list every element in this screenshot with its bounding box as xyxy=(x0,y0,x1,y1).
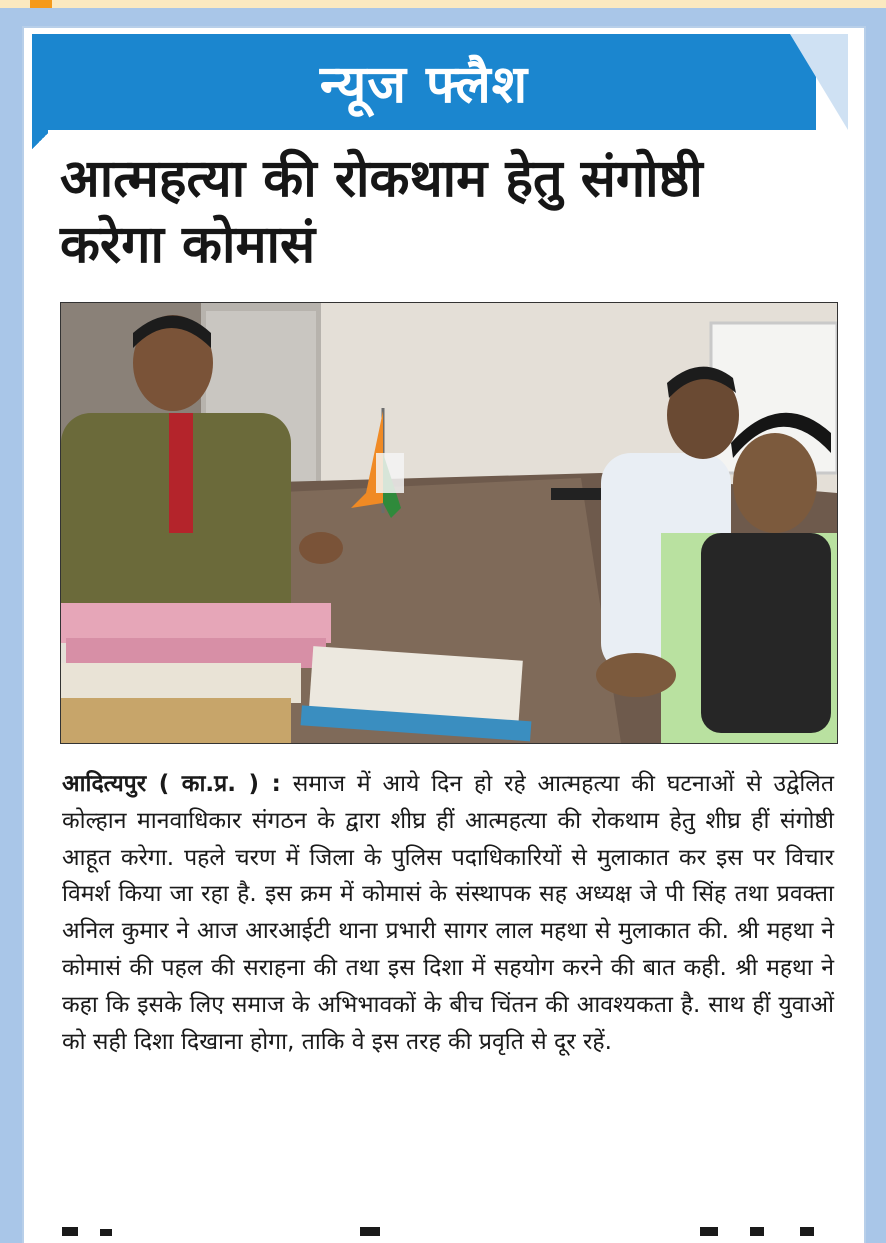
banner-ribbon-tail xyxy=(32,130,48,152)
headline-line-2: करेगा कोमासं xyxy=(60,215,316,275)
article-body-text: समाज में आये दिन हो रहे आत्महत्या की घटनाओं से उद्वेलित कोल्हान मानवाधिकार संगठन के द्वारा शीघ्र हीं आत्महत्या की रोकथाम हेतु शीघ्र हीं संगोष्ठी आहूत करेगा. पहले चरण में जिला के पुलिस पदाधिकारियों से मुलाकात कर इस पर विचार विमर्श किया जा रहा है. इस क्रम में कोमासं के संस्थापक सह अध्यक्ष जे पी सिंह तथा प्रवक्ता अनिल कुमार ने आज आरआईटी थाना प्रभारी सागर लाल महथा से मुलाकात की. श्री महथा ने कोमासं की पहल की सराहना की तथा इस दिशा में सहयोग करने की बात कही. श्री महथा ने कहा कि इसके लिए समाज के अभिभावकों के बीच चिंतन की आवश्यकता है. साथ हीं युवाओं को सही दिशा दिखाना होगा, ताकि वे इस तरह की प्रवृति से दूर रहें. xyxy=(62,771,835,1055)
news-photo xyxy=(60,302,838,744)
orange-tab-marker xyxy=(30,0,52,8)
dateline: आदित्यपुर ( का.प्र. ) : xyxy=(62,771,281,797)
top-strip xyxy=(0,0,886,8)
meeting-photo-illustration xyxy=(61,303,837,743)
banner-title: न्यूज फ्लैश xyxy=(319,54,529,115)
article-headline xyxy=(60,146,840,278)
next-article-cutoff xyxy=(60,1222,836,1236)
headline-line-1: आत्महत्या की रोकथाम हेतु संगोष्ठी xyxy=(60,149,703,209)
cut-off-text-fragment xyxy=(60,1223,836,1236)
article-body xyxy=(62,766,834,1060)
